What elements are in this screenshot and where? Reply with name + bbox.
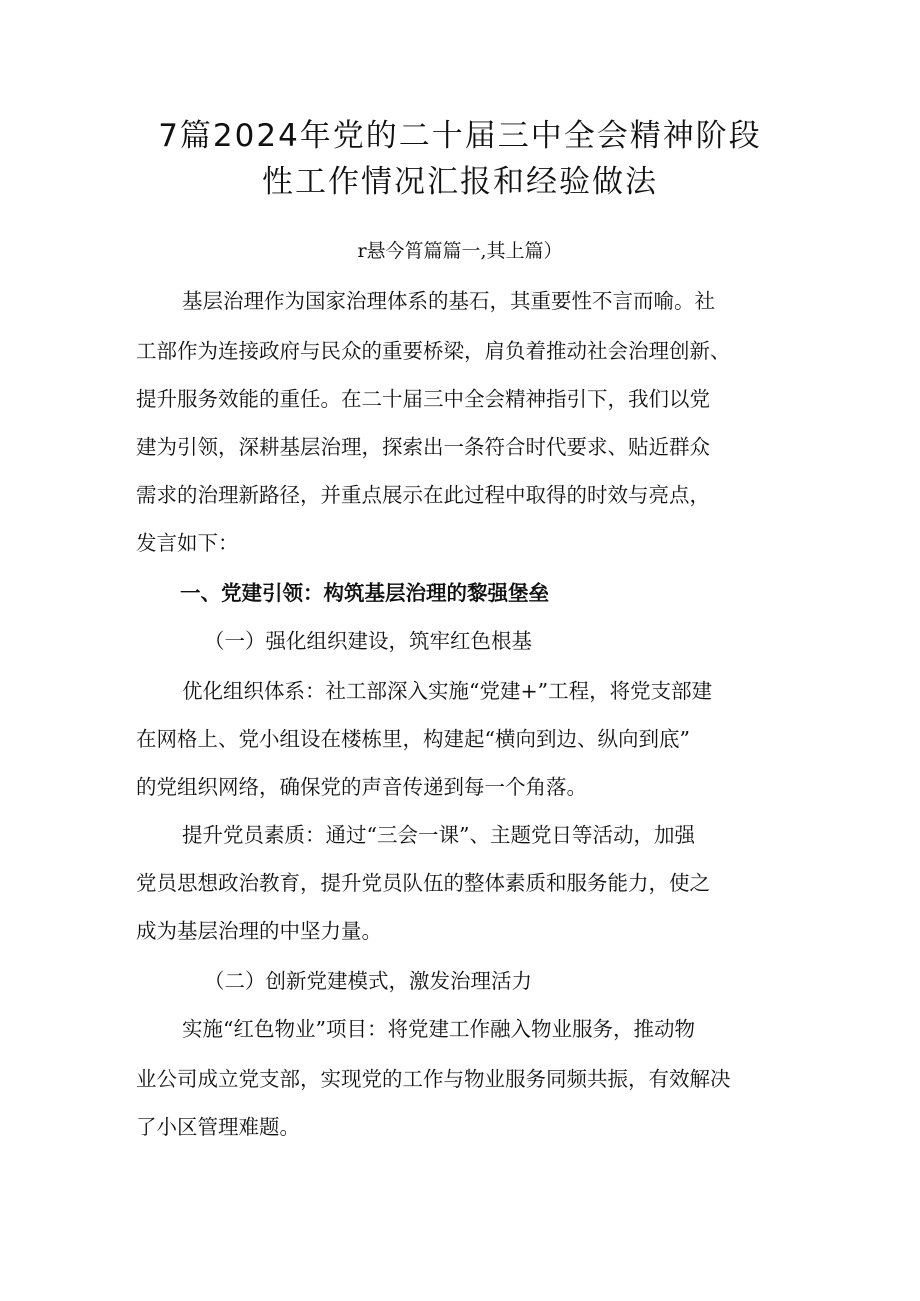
intro-line: 建为引领，深耕基层治理，探索出一条符合时代要求、贴近群众 xyxy=(136,435,710,459)
intro-line: 发言如下： xyxy=(136,531,239,555)
paragraph-line: 成为基层治理的中坚力量。 xyxy=(136,919,382,943)
paragraph-line: 实施“红色物业”项目：将党建工作融入物业服务，推动物 xyxy=(182,1017,695,1041)
paragraph-line: 了小区管理难题。 xyxy=(136,1115,300,1139)
intro-line: 工部作为连接政府与民众的重要桥梁，肩负着推动社会治理创新、 xyxy=(136,339,731,363)
document-subtitle: r悬今筲篇篇一,其上篇） xyxy=(357,240,563,262)
paragraph-line: 的党组织网络，确保党的声音传递到每一个角落。 xyxy=(136,775,587,799)
document-title-line-2: 性工作情况汇报和经验做法 xyxy=(262,164,658,200)
document-title-line-1: 7篇2024年党的二十届三中全会精神阶段 xyxy=(158,118,762,154)
intro-line: 提升服务效能的重任。在二十届三中全会精神指引下，我们以党 xyxy=(136,387,710,411)
subsection-heading: （一）强化组织建设，筑牢红色根基 xyxy=(204,629,532,653)
paragraph-line: 优化组织体系：社工部深入实施“党建+”工程，将党支部建 xyxy=(182,679,713,703)
subsection-heading: （二）创新党建模式，激发治理活力 xyxy=(204,969,532,993)
paragraph-line: 党员思想政治教育，提升党员队伍的整体素质和服务能力，使之 xyxy=(136,871,710,895)
paragraph-line: 业公司成立党支部，实现党的工作与物业服务同频共振，有效解决 xyxy=(136,1067,731,1091)
paragraph-line: 在网格上、党小组设在楼栋里，构建起“横向到边、纵向到底” xyxy=(136,727,690,751)
paragraph-line: 提升党员素质：通过“三会一课”、主题党日等活动，加强 xyxy=(182,823,695,847)
intro-line: 需求的治理新路径，并重点展示在此过程中取得的时效与亮点， xyxy=(136,483,710,507)
section-heading: 一、党建引领：构筑基层治理的黎强堡垒 xyxy=(180,581,549,605)
intro-line: 基层治理作为国家治理体系的基石，其重要性不言而喻。社 xyxy=(182,289,715,313)
